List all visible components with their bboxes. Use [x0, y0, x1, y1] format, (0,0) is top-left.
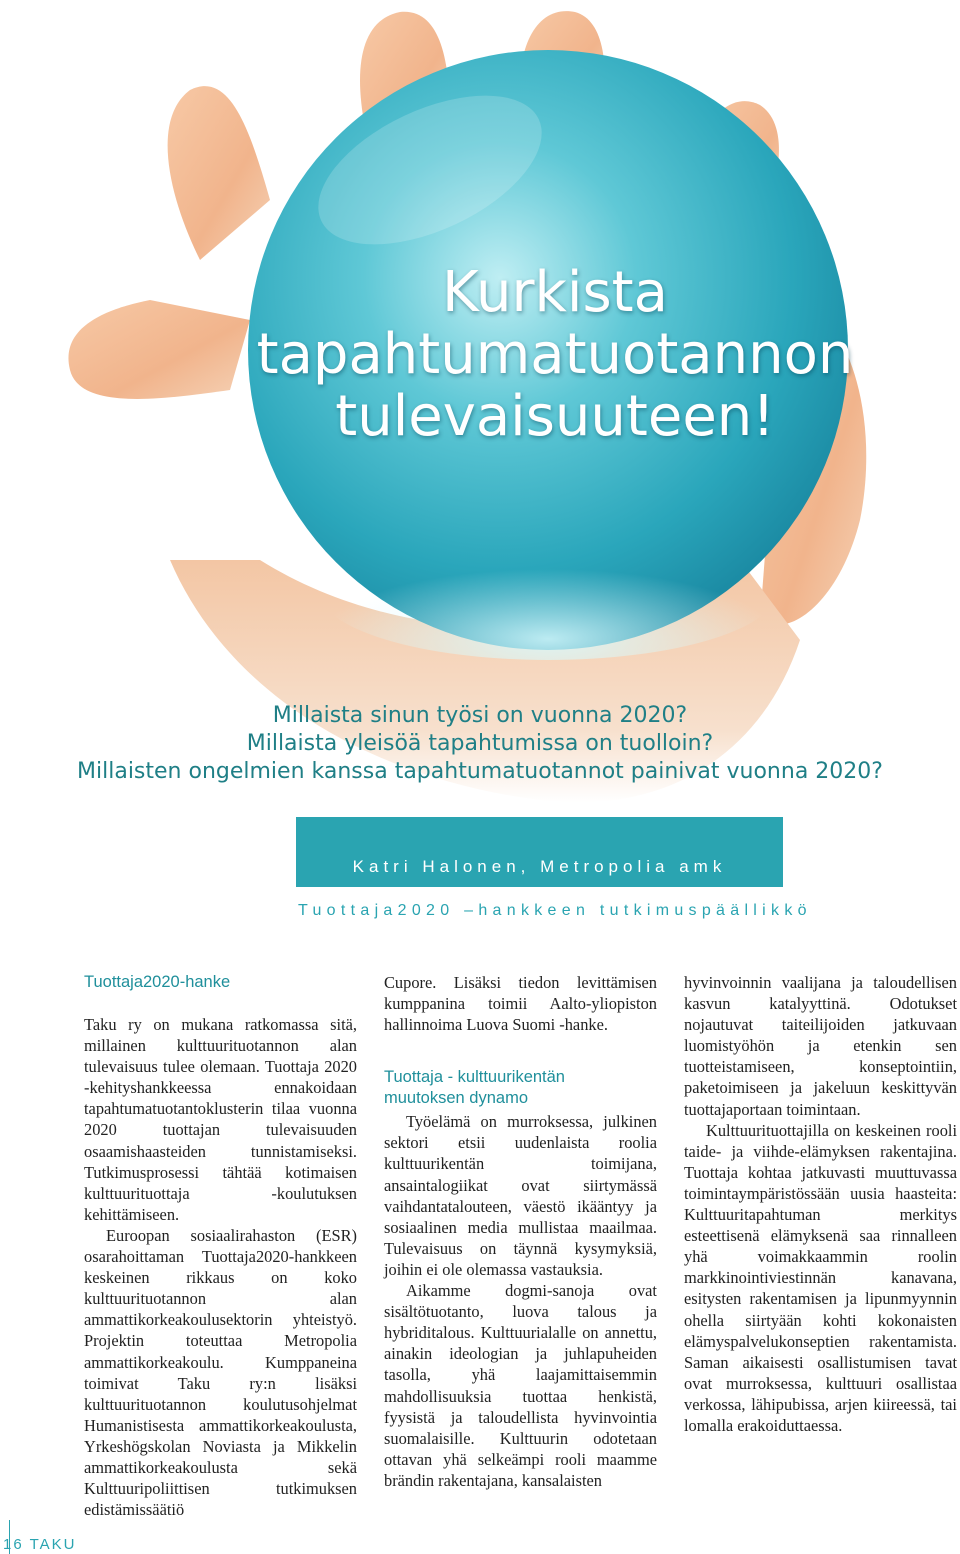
question-2: Millaista yleisöä tapahtumissa on tuolloin?: [246, 731, 714, 756]
lead-questions: [60, 702, 900, 786]
section-heading-tuottaja2020: Tuottaja2020-hanke: [84, 973, 231, 991]
paragraph: Cupore. Lisäksi tiedon levittämisen kumppanina toimii Aalto-yliopiston hallinnoima Luova Suomi -hanke.: [384, 973, 657, 1035]
section-heading-line-1: Tuottaja - kulttuurikentän: [384, 1068, 565, 1087]
question-1: Millaista sinun työsi on vuonna 2020?: [272, 703, 688, 728]
paragraph: Kulttuurituottajilla on keskeinen rooli taide- ja viihde-elämyksen rakentajina. Tuottaja kohtaa jatkuvasti muuttuvassa toimintaympäristössään uusia haasteita: Kulttuuritapahtuman merkitys esteettisenä elämyksenä saa rinnalleen yhä voimakkaammin roolin markkinointiviestinnän kanavana, esitysten rakentamisen ja lipunmyynnin ohella siirtyään kohti kokonaisten elämyspalvelukonseptien rakentamista. Saman aikaisesti osallistumisen tavat ovat murroksessa, kulttuuri osallistaa verkossa, lähipubissa, arjen kiireessä, tai lomalla erakoiduttaessa.: [684, 1120, 957, 1435]
article-column-2: [384, 972, 657, 1491]
paragraph: Aikamme dogmi-sanoja ovat sisältötuotanto, luova talous ja hybriditalous. Kulttuurialalle on annettu, ainakin ideologian ja juhlapuheiden tasolla, yhä laajamittaisemmin mahdollisuuksia tuottaa henkistä, fyysistä ja taloudellista hyvinvointia suomalaisille. Kulttuurin odotetaan ottavan yhä selkeämpi rooli maamme brändin rakentajana, kansalaisten: [384, 1281, 657, 1490]
article-column-3: [684, 972, 957, 1436]
page-number: 16: [3, 1536, 24, 1553]
section-heading-line-2: muutoksen dynamo: [384, 1089, 528, 1108]
headline-line-2: tapahtumatuotannon: [256, 322, 854, 387]
paragraph: Euroopan sosiaalirahaston (ESR) osarahoittaman Tuottaja2020-hankkeen keskeinen rikkaus on koko kulttuurituotannon alan ammattikorkeakoulusektorin yhteistyö. Projektin toteuttaa Metropolia ammattikorkeakoulu. Kumppaneina toimivat Taku ry:n lisäksi kulttuurituotannon koulutusohjelmat Humanistisesta ammattikorkeakoulusta, Yrkeshögskolan Noviasta ja Mikkelin ammattikorkeakoulusta sekä Kulttuuripoliittisen tutkimuksen edistämissäätiö: [84, 1225, 357, 1520]
paragraph: Taku ry on mukana ratkomassa sitä, millainen kulttuurituotannon alan tulevaisuus tulee olemaan. Tuottaja 2020 -kehityshankkeessa ennakoidaan tapahtumatuotantoklusterin tilaa vuonna 2020 tuottajan tulevaisuuden osaamishaasteiden tunnistamiseksi. Tutkimusprosessi tähtää kotimaisen kulttuurituottaja -koulutuksen kehittämiseen.: [84, 1015, 357, 1224]
headline: [235, 262, 875, 448]
article-column-1: [84, 972, 357, 1520]
author-box: [296, 817, 783, 887]
headline-line-3: tulevaisuuteen!: [335, 384, 775, 449]
headline-line-1: Kurkista: [442, 260, 668, 325]
magazine-name: TAKU: [29, 1536, 77, 1553]
page-folio: [3, 1536, 77, 1553]
author-role: Tuottaja2020 –hankkeen tutkimuspäällikkö: [298, 902, 812, 919]
section-heading-dynamo: [384, 1067, 657, 1109]
paragraph: Työelämä on murroksessa, julkinen sektori etsii uudenlaista roolia kulttuurikentän toimijana, ansaintalogiikat ovat siirtymässä vaihdantatalouteen, väestö ikääntyy ja sosiaalinen media mullistaa maailmaa. Tulevaisuus on täynnä kysymyksiä, joihin ei ole olemassa vastauksia.: [384, 1112, 657, 1279]
author-name: Katri Halonen, Metropolia amk: [352, 857, 727, 876]
question-3: Millaisten ongelmien kanssa tapahtumatuotannot painivat vuonna 2020?: [77, 759, 883, 784]
paragraph: hyvinvoinnin vaalijana ja taloudellisen kasvun katalyyttinä. Odotukset nojautuvat taiteilijoiden jatkuvaan luomistyöhön ja etenkin sen tuotteistamiseen, konseptointiin, paketoimiseen ja jakeluun keskittyvän tuottajaportaan toimintaan.: [684, 973, 957, 1119]
